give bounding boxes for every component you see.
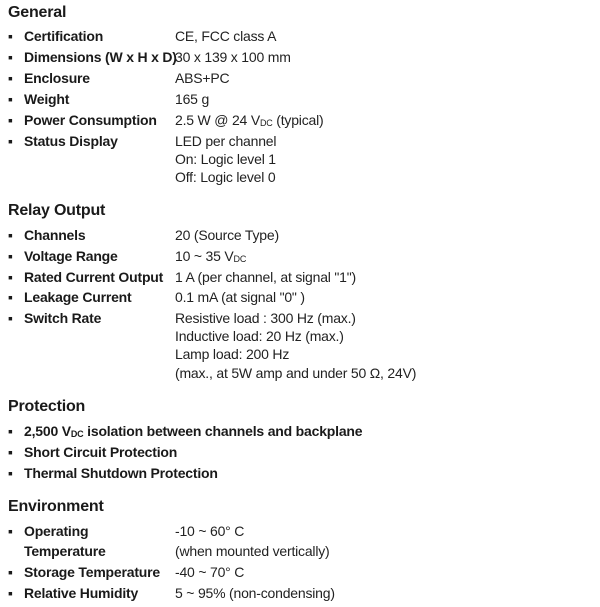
spec-label: Thermal Shutdown Protection (24, 465, 218, 481)
spec-label: Rated Current Output (24, 269, 164, 285)
spec-label: Voltage Range (24, 248, 118, 264)
bullet-icon: ▪ (8, 523, 13, 539)
dc-subscript: DC (233, 254, 247, 264)
spec-label: Channels (24, 227, 86, 243)
spec-value-line: Lamp load: 200 Hz (175, 346, 290, 362)
bullet-icon: ▪ (8, 564, 13, 580)
spec-value-line: On: Logic level 1 (175, 151, 276, 167)
spec-value (175, 248, 246, 264)
bullet-icon: ▪ (8, 310, 13, 326)
spec-label: Status Display (24, 133, 118, 149)
spec-value: 165 g (175, 91, 210, 107)
item-text: 2,500 V (24, 423, 71, 439)
spec-value-line: (when mounted vertically) (175, 543, 330, 559)
dc-subscript: DC (70, 429, 84, 439)
item-text: isolation between channels and backplane (83, 423, 363, 439)
bullet-icon: ▪ (8, 248, 13, 264)
bullet-icon: ▪ (8, 289, 13, 305)
section-heading-relay-output: Relay Output (8, 202, 106, 219)
spec-label: Dimensions (W x H x D) (24, 49, 177, 65)
spec-label: Short Circuit Protection (24, 444, 178, 460)
spec-value-line: Off: Logic level 0 (175, 169, 276, 185)
spec-label: Certification (24, 28, 104, 44)
spec-value: 20 (Source Type) (175, 227, 279, 243)
spec-label: Switch Rate (24, 310, 102, 326)
spec-label: Power Consumption (24, 112, 157, 128)
spec-value: LED per channel (175, 133, 277, 149)
value-text: (typical) (272, 112, 324, 128)
spec-label: Storage Temperature (24, 564, 160, 580)
section-heading-general: General (8, 4, 67, 21)
bullet-icon: ▪ (8, 227, 13, 243)
bullet-icon: ▪ (8, 269, 13, 285)
spec-label: Relative Humidity (24, 585, 139, 601)
bullet-icon: ▪ (8, 444, 13, 460)
spec-value-line: Inductive load: 20 Hz (max.) (175, 328, 344, 344)
dc-subscript: DC (259, 118, 273, 128)
spec-value-line: (max., at 5W amp and under 50 Ω, 24V) (175, 365, 417, 381)
bullet-icon: ▪ (8, 112, 13, 128)
spec-label: Leakage Current (24, 289, 132, 305)
spec-value: 0.1 mA (at signal "0" ) (175, 289, 305, 305)
value-text: 2.5 W @ 24 V (175, 112, 260, 128)
spec-value: Resistive load : 300 Hz (max.) (175, 310, 356, 326)
bullet-icon: ▪ (8, 423, 13, 439)
bullet-icon: ▪ (8, 465, 13, 481)
spec-value: 5 ~ 95% (non-condensing) (175, 585, 335, 601)
bullet-icon: ▪ (8, 70, 13, 86)
section-heading-environment: Environment (8, 498, 104, 515)
spec-label: Operating (24, 523, 89, 539)
spec-value (175, 112, 323, 128)
spec-value: ABS+PC (175, 70, 230, 86)
bullet-icon: ▪ (8, 133, 13, 149)
spec-value: 1 A (per channel, at signal "1") (175, 269, 356, 285)
spec-label-line: Temperature (24, 543, 106, 559)
spec-value: -10 ~ 60° C (175, 523, 245, 539)
spec-value: -40 ~ 70° C (175, 564, 245, 580)
value-text: 10 ~ 35 V (175, 248, 234, 264)
bullet-icon: ▪ (8, 49, 13, 65)
bullet-icon: ▪ (8, 28, 13, 44)
spec-value: CE, FCC class A (175, 28, 277, 44)
spec-label: Enclosure (24, 70, 90, 86)
section-heading-protection: Protection (8, 398, 86, 415)
bullet-icon: ▪ (8, 91, 13, 107)
bullet-icon: ▪ (8, 585, 13, 601)
spec-label (24, 423, 362, 439)
spec-value: 30 x 139 x 100 mm (175, 49, 291, 65)
spec-label: Weight (24, 91, 70, 107)
